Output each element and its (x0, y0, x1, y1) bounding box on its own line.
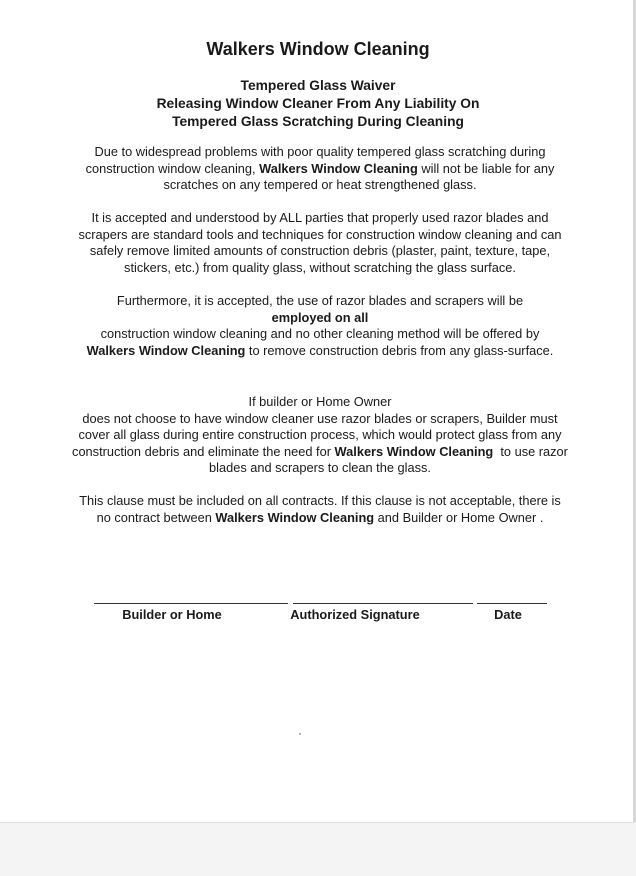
waiver-subtitle (0, 77, 636, 131)
subtitle-line-1: Tempered Glass Waiver (240, 78, 396, 93)
company-name: Walkers Window Cleaning (259, 160, 418, 176)
paragraph-clause (72, 493, 568, 526)
p5-text-b: and Builder or Home Owner . (377, 509, 544, 525)
date-label: Date (494, 607, 522, 622)
paragraph-liability (72, 144, 568, 194)
p4-text-a: If builder or Home Owner (248, 394, 392, 409)
company-name: Walkers Window Cleaning (215, 509, 375, 525)
p1-text-a: Due to widespread problems with poor quality tempered glass scratching during construction window cleaning, (85, 144, 546, 176)
subtitle-line-3: Tempered Glass Scratching During Cleaning (172, 114, 464, 129)
builder-signature-label: Builder or Home (122, 607, 222, 622)
p5-text-a: This clause must be included on all contracts. If this clause is not acceptable, there is no contract between (79, 493, 561, 525)
p4-text-b: does not choose to have window cleaner use razor blades or scrapers, Builder must cover all glass during entire construction process, which would protect glass from any construction debris and eliminate the need for (72, 410, 562, 459)
p3-text-a: Furthermore, it is accepted, the use of razor blades and scrapers will be (116, 293, 524, 308)
authorized-signature-line[interactable] (293, 603, 473, 604)
paragraph-builder-option (72, 394, 568, 477)
date-signature-line[interactable] (477, 603, 547, 604)
company-name: Walkers Window Cleaning (334, 443, 494, 459)
p3-text-b: employed on all (271, 309, 369, 325)
authorized-signature-label: Authorized Signature (290, 607, 420, 622)
p4-text-c: to use razor blades and scrapers to clean the glass. (209, 443, 568, 475)
paragraph-acceptance: It is accepted and understood by ALL parties that properly used razor blades and scrapers are standard tools and techniques for construction window cleaning and can safely remove limited amounts of construction debris (plaster, paint, texture, tape, stickers, etc.) from quality glass, without scratching the glass surface. (78, 210, 562, 275)
subtitle-line-2: Releasing Window Cleaner From Any Liability On (156, 96, 480, 111)
document-title: Walkers Window Cleaning (206, 39, 430, 59)
p3-text-d: to remove construction debris from any glass-surface. (248, 342, 554, 358)
p3-text-c: construction window cleaning and no other cleaning method will be offered by (100, 326, 540, 341)
builder-signature-line[interactable] (94, 603, 288, 604)
company-name: Walkers Window Cleaning (86, 342, 246, 358)
scan-edge-bottom (0, 822, 636, 876)
scan-speck (299, 733, 301, 735)
p1-text-b: will not be liable for any scratches on any tempered or heat strengthened glass. (163, 160, 555, 192)
paragraph-furthermore (72, 293, 568, 359)
